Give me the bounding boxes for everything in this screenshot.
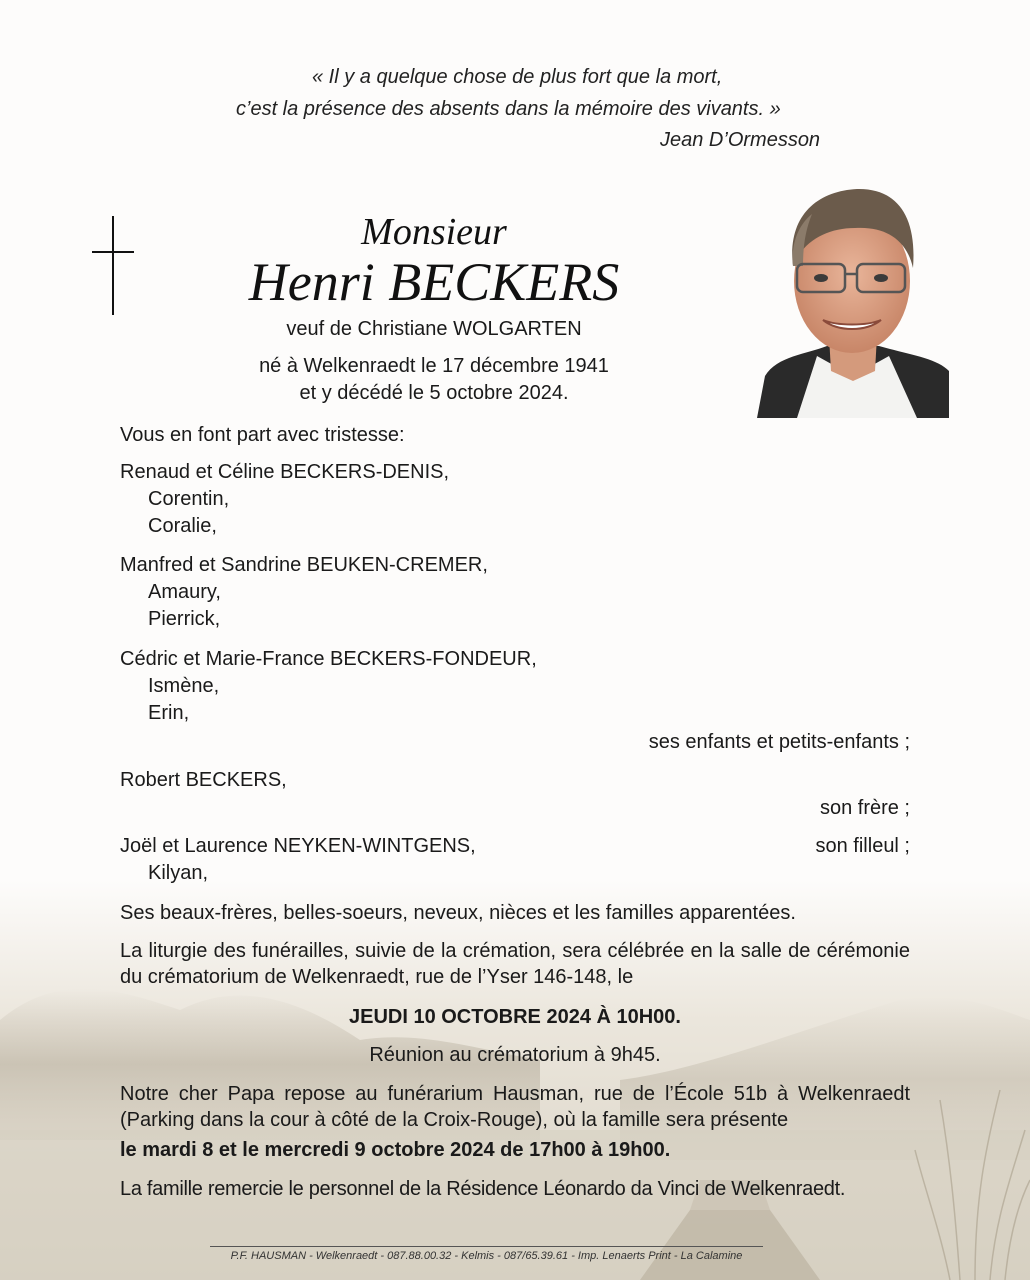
footer-divider [210,1246,763,1247]
brother-relation: son frère ; [819,797,910,819]
family-parents: Renaud et Céline BECKERS-DENIS, [120,461,450,483]
portrait-photo [757,186,949,418]
quote-author: Jean D’Ormesson [660,129,821,151]
birth-line: né à Welkenraedt le 17 décembre 1941 [259,355,609,377]
thanks-line: La famille remercie le personnel de la Résidence Léonardo da Vinci de Welkenraedt. [120,1178,846,1200]
relation-children: ses enfants et petits-enfants ; [648,731,910,753]
extended-family: Ses beaux-frères, belles-soeurs, neveux, nièces et les familles apparentées. [120,902,796,924]
family-child: Amaury, [148,581,221,603]
family-child: Coralie, [148,515,217,537]
godson-name: Joël et Laurence NEYKEN-WINTGENS, [120,835,476,857]
viewing-dates: le mardi 8 et le mercredi 9 octobre 2024 de 17h00 à 19h00. [120,1139,671,1161]
family-child: Corentin, [148,488,230,510]
family-child: Ismène, [148,675,220,697]
quote-line-1: « Il y a quelque chose de plus fort que la mort, [312,66,723,88]
family-parents: Manfred et Sandrine BEUKEN-CREMER, [120,554,488,576]
intro-line: Vous en font part avec tristesse: [120,424,405,446]
death-line: et y décédé le 5 octobre 2024. [299,382,569,404]
cross-icon [92,216,134,316]
deceased-name: Henri BECKERS [248,252,620,312]
liturgy-paragraph: La liturgie des funérailles, suivie de la crémation, sera célébrée en la salle de cérémonie du crématorium de Welkenraedt, rue de l’Yser 146-148, le [120,940,910,988]
gathering-line: Réunion au crématorium à 9h45. [369,1044,661,1066]
family-child: Erin, [148,702,190,724]
brother-name: Robert BECKERS, [120,769,287,791]
family-child: Pierrick, [148,608,221,630]
godson-relation: son filleul ; [815,835,910,857]
viewing-paragraph: Notre cher Papa repose au funérarium Hausman, rue de l’École 51b à Welkenraedt (Parking dans la cour à côté de la Croix-Rouge), où la famille sera présente [120,1083,910,1131]
footer-credits: P.F. HAUSMAN - Welkenraedt - 087.88.00.32 - Kelmis - 087/65.39.61 - Imp. Lenaerts Print - La Calamine [230,1250,743,1262]
godson-child: Kilyan, [148,862,209,884]
title-monsieur: Monsieur [361,211,507,253]
family-parents: Cédric et Marie-France BECKERS-FONDEUR, [120,648,537,670]
ceremony-date: JEUDI 10 OCTOBRE 2024 À 10H00. [348,1006,681,1028]
spouse-line: veuf de Christiane WOLGARTEN [286,318,582,340]
quote-line-2: c’est la présence des absents dans la mémoire des vivants. » [236,98,781,120]
